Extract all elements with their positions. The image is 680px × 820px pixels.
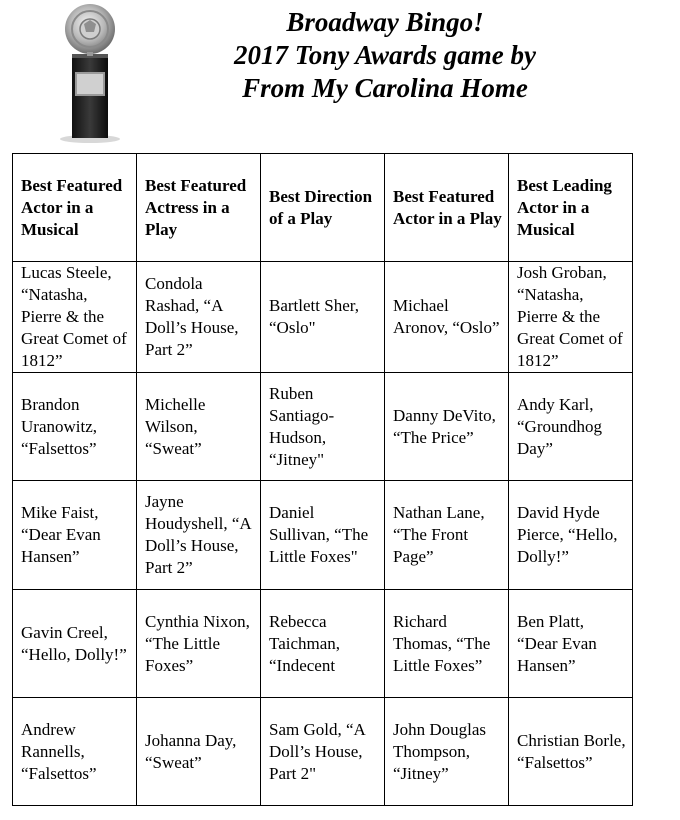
bingo-cell: Ben Platt, “Dear Evan Hansen”: [509, 590, 633, 698]
bingo-cell: Sam Gold, “A Doll’s House, Part 2": [261, 698, 385, 806]
bingo-cell: Nathan Lane, “The Front Page”: [385, 481, 509, 590]
title-line-3: From My Carolina Home: [242, 73, 528, 103]
bingo-cell: Michael Aronov, “Oslo”: [385, 262, 509, 373]
bingo-cell: David Hyde Pierce, “Hello, Dolly!”: [509, 481, 633, 590]
title-line-2: 2017 Tony Awards game by: [233, 40, 536, 70]
table-row: [13, 373, 633, 481]
header-row: [13, 154, 633, 262]
bingo-cell: Johanna Day, “Sweat”: [137, 698, 261, 806]
bingo-cell: Andy Karl, “Groundhog Day”: [509, 373, 633, 481]
bingo-cell: Michelle Wilson, “Sweat”: [137, 373, 261, 481]
bingo-cell: Danny DeVito, “The Price”: [385, 373, 509, 481]
bingo-cell: Christian Borle, “Falsettos”: [509, 698, 633, 806]
bingo-cell: Brandon Uranowitz, “Falsettos”: [13, 373, 137, 481]
column-header: Best Featured Actress in a Play: [137, 154, 261, 262]
bingo-cell: Josh Groban, “Natasha, Pierre & the Great Comet of 1812”: [509, 262, 633, 373]
table-row: [13, 481, 633, 590]
title-line-1: Broadway Bingo!: [286, 7, 484, 37]
bingo-card: [12, 153, 633, 806]
bingo-cell: John Douglas Thompson, “Jitney”: [385, 698, 509, 806]
bingo-cell: Jayne Houdyshell, “A Doll’s House, Part 2”: [137, 481, 261, 590]
column-header: Best Direction of a Play: [261, 154, 385, 262]
bingo-cell: Rebecca Taichman, “Indecent: [261, 590, 385, 698]
bingo-cell: Bartlett Sher, “Oslo": [261, 262, 385, 373]
bingo-cell: Mike Faist, “Dear Evan Hansen”: [13, 481, 137, 590]
page-title: [190, 6, 580, 105]
table-row: [13, 590, 633, 698]
bingo-cell: Cynthia Nixon, “The Little Foxes”: [137, 590, 261, 698]
tony-award-trophy-image: [50, 2, 130, 144]
table-row: [13, 262, 633, 373]
column-header: Best Featured Actor in a Play: [385, 154, 509, 262]
bingo-cell: Daniel Sullivan, “The Little Foxes": [261, 481, 385, 590]
column-header: Best Featured Actor in a Musical: [13, 154, 137, 262]
bingo-cell: Andrew Rannells, “Falsettos”: [13, 698, 137, 806]
bingo-cell: Lucas Steele, “Natasha, Pierre & the Great Comet of 1812”: [13, 262, 137, 373]
table-row: [13, 698, 633, 806]
column-header: Best Leading Actor in a Musical: [509, 154, 633, 262]
bingo-cell: Ruben Santiago-Hudson, “Jitney": [261, 373, 385, 481]
bingo-cell: Richard Thomas, “The Little Foxes”: [385, 590, 509, 698]
bingo-cell: Condola Rashad, “A Doll’s House, Part 2”: [137, 262, 261, 373]
bingo-cell: Gavin Creel, “Hello, Dolly!”: [13, 590, 137, 698]
